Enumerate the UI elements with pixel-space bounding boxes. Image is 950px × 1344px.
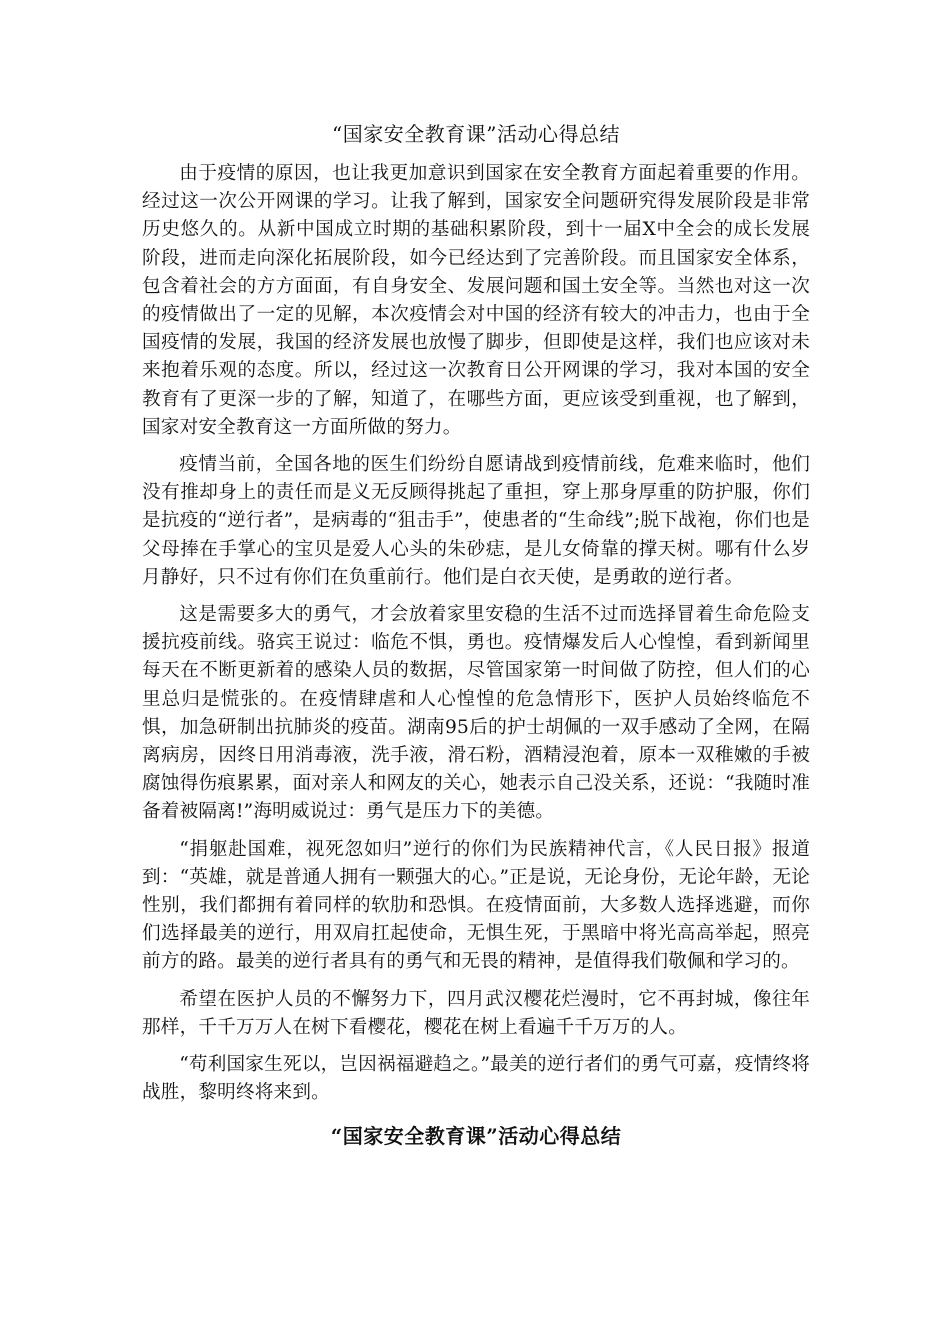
paragraph-2: 疫情当前，全国各地的医生们纷纷自愿请战到疫情前线，危难来临时，他们没有推却身上的责任而是义无反顾得挑起了重担，穿上那身厚重的防护服，你们是抗疫的“逆行者”，是病毒的“狙击手”，使患者的“生命线”;脱下战袍，你们也是父母捧在手掌心的宝贝是爱人心头的朱砂痣，是儿女倚靠的撑天树。哪有什么岁月静好，只不过有你们在负重前行。他们是白衣天使，是勇敢的逆行者。 <box>142 454 810 588</box>
paragraph-5: 希望在医护人员的不懈努力下，四月武汉樱花烂漫时，它不再封城，像往年那样，千千万万人在树下看樱花，樱花在树上看遍千千万万的人。 <box>142 988 810 1038</box>
paragraph-1: 由于疫情的原因，也让我更加意识到国家在安全教育方面起着重要的作用。经过这一次公开网课的学习。让我了解到，国家安全问题研究得发展阶段是非常历史悠久的。从新中国成立时期的基础积累阶段，到十一届Ⅹ中全会的成长发展阶段，进而走向深化拓展阶段，如今已经达到了完善阶段。而且国家安全体系，包含着社会的方方面面，有自身安全、发展问题和国土安全等。当然也对这一次的疫情做出了一定的见解，本次疫情会对中国的经济有较大的冲击力，也由于全国疫情的发展，我国的经济发展也放慢了脚步，但即使是这样，我们也应该对未来抱着乐观的态度。所以，经过这一次教育日公开网课的学习，我对本国的安全教育有了更深一步的了解，知道了，在哪些方面，更应该受到重视，也了解到，国家对安全教育这一方面所做的努力。 <box>142 163 810 438</box>
paragraph-3: 这是需要多大的勇气，才会放着家里安稳的生活不过而选择冒着生命危险支援抗疫前线。骆宾王说过：临危不惧，勇也。疫情爆发后人心惶惶，看到新闻里每天在不断更新着的感染人员的数据，尽管国家第一时间做了防控，但人们的心里总归是慌张的。在疫情肆虐和人心惶惶的危急情形下，医护人员始终临危不惧，加急研制出抗肺炎的疫苗。湖南95后的护士胡佩的一双手感动了全网，在隔离病房，因终日用消毒液，洗手液，滑石粉，酒精浸泡着，原本一双稚嫩的手被腐蚀得伤痕累累，面对亲人和网友的关心，她表示自己没关系，还说：“我随时准备着被隔离!”海明威说过：勇气是压力下的美德。 <box>142 604 810 823</box>
second-document-title: “国家安全教育课”活动心得总结 <box>330 1123 622 1148</box>
document-title: “国家安全教育课”活动心得总结 <box>332 122 620 146</box>
document-page <box>142 118 810 1152</box>
paragraph-6: “苟利国家生死以，岂因祸福避趋之。”最美的逆行者们的勇气可嘉，疫情终将战胜，黎明终将来到。 <box>142 1054 810 1104</box>
paragraph-4: “捐躯赴国难，视死忽如归”逆行的你们为民族精神代言，《人民日报》报道到：“英雄，就是普通人拥有一颗强大的心。”正是说，无论身份，无论年龄，无论性别，我们都拥有着同样的软肋和恐惧。在疫情面前，大多数人选择逃避，而你们选择最美的逆行，用双肩扛起使命，无惧生死，于黑暗中将光高高举起，照亮前方的路。最美的逆行者具有的勇气和无畏的精神，是值得我们敬佩和学习的。 <box>142 838 810 973</box>
